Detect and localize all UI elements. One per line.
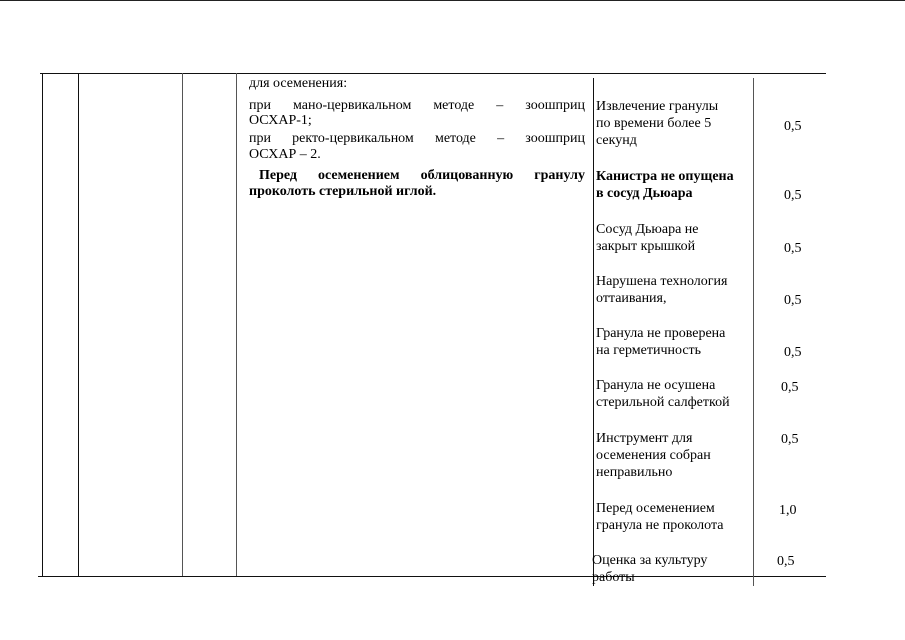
word: Перед — [259, 168, 298, 183]
criterion-line: работы — [592, 570, 635, 585]
score-3: 0,5 — [784, 241, 802, 256]
word: при — [249, 131, 271, 146]
score-4: 0,5 — [784, 293, 802, 308]
criterion-line: Оценка за культуру — [592, 553, 708, 568]
column-divider-2 — [78, 73, 79, 576]
word: методе — [433, 98, 475, 113]
word: гранулу — [534, 168, 585, 183]
criterion-7 — [596, 430, 746, 481]
word: зоошприц — [525, 131, 585, 146]
score-8: 1,0 — [779, 503, 797, 518]
criterion-8 — [596, 500, 746, 534]
score-2: 0,5 — [784, 188, 802, 203]
criterion-line: Сосуд Дьюара не — [596, 222, 699, 237]
column-divider-5 — [593, 78, 594, 586]
score-6: 0,5 — [781, 380, 799, 395]
page-top-edge — [0, 0, 905, 1]
column-divider-4 — [236, 73, 237, 576]
word: ректо-цервикальном — [292, 131, 414, 146]
word: – — [496, 98, 504, 113]
criterion-2 — [596, 168, 746, 202]
column-divider-6 — [753, 78, 754, 586]
recto-method-syringe: ОСХАР – 2. — [249, 147, 321, 162]
score-7: 0,5 — [781, 432, 799, 447]
criterion-3 — [596, 221, 746, 255]
criterion-line: секунд — [596, 133, 637, 148]
criterion-9 — [592, 552, 742, 586]
criterion-line: Канистра не опущена — [596, 169, 734, 184]
score-1: 0,5 — [784, 119, 802, 134]
criterion-line: Инструмент для — [596, 431, 693, 446]
criterion-line: Гранула не проверена — [596, 326, 726, 341]
pierce-instruction-tail: проколоть стерильной иглой. — [249, 184, 437, 199]
criterion-line: стерильной салфеткой — [596, 395, 730, 410]
criterion-line: закрыт крышкой — [596, 239, 696, 254]
mano-method-syringe: ОСХАР-1; — [249, 113, 312, 128]
criterion-6 — [596, 377, 746, 411]
criterion-line: гранула не проколота — [596, 518, 724, 533]
criterion-line: неправильно — [596, 465, 673, 480]
pierce-instruction-line — [259, 167, 585, 184]
criterion-1 — [596, 98, 746, 149]
criterion-line: на герметичность — [596, 343, 702, 358]
criterion-line: осеменения собран — [596, 448, 711, 463]
score-5: 0,5 — [784, 345, 802, 360]
word: при — [249, 98, 271, 113]
word: зоошприц — [525, 98, 585, 113]
score-9: 0,5 — [777, 554, 795, 569]
criterion-5 — [596, 325, 746, 359]
recto-method-line — [249, 130, 585, 147]
criterion-line: Извлечение гранулы — [596, 99, 719, 114]
word: осеменением — [318, 168, 400, 183]
criterion-line: Нарушена технология — [596, 274, 728, 289]
column-divider-3 — [182, 73, 183, 576]
criterion-line: в сосуд Дьюара — [596, 186, 693, 201]
word: методе — [434, 131, 476, 146]
word: мано-цервикальном — [292, 98, 412, 113]
word: облицованную — [420, 168, 514, 183]
criterion-line: Перед осеменением — [596, 501, 715, 516]
criterion-4 — [596, 273, 746, 307]
table-top-border — [40, 73, 826, 74]
criterion-line: по времени более 5 — [596, 116, 712, 131]
word: – — [497, 131, 505, 146]
description-heading: для осеменения: — [249, 76, 348, 91]
criterion-line: Гранула не осушена — [596, 378, 716, 393]
column-divider-1 — [42, 73, 43, 576]
criterion-line: оттаивания, — [596, 291, 667, 306]
